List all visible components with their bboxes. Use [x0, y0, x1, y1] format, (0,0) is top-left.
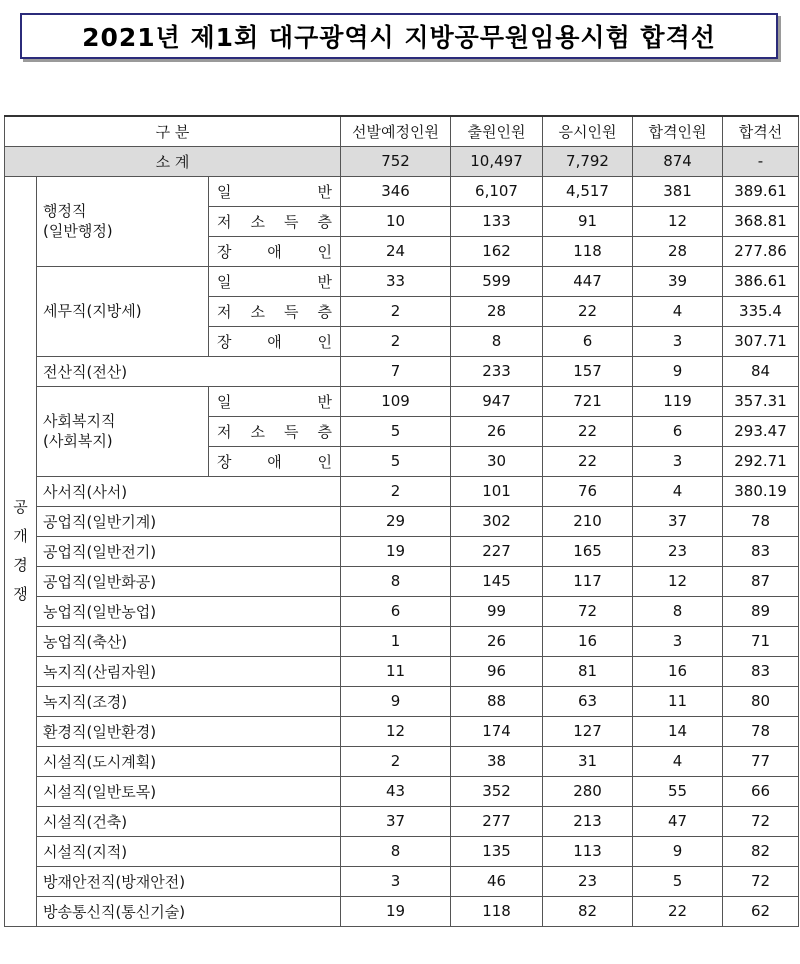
cell-examinees: 23 — [543, 866, 633, 896]
job-name-cell: 시설직(지적) — [37, 836, 341, 866]
cell-applicants: 28 — [451, 296, 543, 326]
sub-label-low_income — [209, 416, 341, 446]
cell-applicants: 947 — [451, 386, 543, 416]
table-row — [5, 716, 799, 746]
cell-planned: 8 — [341, 566, 451, 596]
group-label-char: 쟁 — [13, 585, 28, 603]
cell-planned: 6 — [341, 596, 451, 626]
cell-cutoff: 82 — [723, 836, 799, 866]
cell-applicants: 30 — [451, 446, 543, 476]
table-row — [5, 596, 799, 626]
cell-applicants: 99 — [451, 596, 543, 626]
cell-applicants: 26 — [451, 626, 543, 656]
sub-label-disabled — [209, 236, 341, 266]
cell-planned: 24 — [341, 236, 451, 266]
cell-passed: 11 — [633, 686, 723, 716]
sub-label-char: 일 — [217, 182, 232, 201]
cell-examinees: 721 — [543, 386, 633, 416]
cell-planned: 2 — [341, 476, 451, 506]
header-cutoff: 합격선 — [723, 116, 799, 146]
cell-cutoff: 77 — [723, 746, 799, 776]
table-row — [5, 566, 799, 596]
job-name-cell: 공업직(일반전기) — [37, 536, 341, 566]
cell-cutoff: 307.71 — [723, 326, 799, 356]
cell-examinees: 118 — [543, 236, 633, 266]
table-row — [5, 536, 799, 566]
table-row — [5, 386, 799, 416]
sub-label-char: 일 — [217, 272, 232, 291]
cell-planned: 37 — [341, 806, 451, 836]
header-examinees: 응시인원 — [543, 116, 633, 146]
cell-examinees: 280 — [543, 776, 633, 806]
cell-passed: 23 — [633, 536, 723, 566]
cell-cutoff: 62 — [723, 896, 799, 926]
sub-label-char: 애 — [267, 452, 282, 471]
cell-planned: 19 — [341, 896, 451, 926]
cell-examinees: 22 — [543, 416, 633, 446]
cell-planned: 11 — [341, 656, 451, 686]
cell-examinees: 447 — [543, 266, 633, 296]
cell-applicants: 174 — [451, 716, 543, 746]
cell-passed: 55 — [633, 776, 723, 806]
table-row — [5, 836, 799, 866]
cell-planned: 29 — [341, 506, 451, 536]
sub-label-char: 득 — [284, 212, 299, 231]
sub-label-general — [209, 176, 341, 206]
subtotal-applicants: 10,497 — [451, 146, 543, 176]
job-name-cell: 전산직(전산) — [37, 356, 341, 386]
cell-planned: 43 — [341, 776, 451, 806]
cell-applicants: 26 — [451, 416, 543, 446]
job-name-cell: 시설직(도시계획) — [37, 746, 341, 776]
cell-examinees: 165 — [543, 536, 633, 566]
cell-cutoff: 89 — [723, 596, 799, 626]
table-row — [5, 896, 799, 926]
cell-passed: 381 — [633, 176, 723, 206]
cell-cutoff: 386.61 — [723, 266, 799, 296]
subtotal-cutoff: - — [723, 146, 799, 176]
sub-label-text — [209, 211, 340, 232]
cell-examinees: 91 — [543, 206, 633, 236]
job-name-cell: 방재안전직(방재안전) — [37, 866, 341, 896]
job-name-cell: 농업직(축산) — [37, 626, 341, 656]
table-row — [5, 686, 799, 716]
cell-examinees: 72 — [543, 596, 633, 626]
cell-examinees: 63 — [543, 686, 633, 716]
table-row — [5, 506, 799, 536]
cell-examinees: 213 — [543, 806, 633, 836]
cell-passed: 8 — [633, 596, 723, 626]
cell-passed: 12 — [633, 206, 723, 236]
cell-passed: 5 — [633, 866, 723, 896]
sub-label-char: 저 — [217, 422, 232, 441]
cell-applicants: 277 — [451, 806, 543, 836]
cell-cutoff: 72 — [723, 806, 799, 836]
cell-passed: 12 — [633, 566, 723, 596]
job-name-cell: 시설직(일반토목) — [37, 776, 341, 806]
cell-cutoff: 368.81 — [723, 206, 799, 236]
cell-applicants: 46 — [451, 866, 543, 896]
job-name-cell — [37, 176, 209, 266]
cell-passed: 16 — [633, 656, 723, 686]
cell-passed: 3 — [633, 326, 723, 356]
sub-label-char: 장 — [217, 242, 232, 261]
cell-applicants: 233 — [451, 356, 543, 386]
sub-label-char: 인 — [317, 332, 332, 351]
cell-planned: 346 — [341, 176, 451, 206]
sub-label-char: 득 — [284, 422, 299, 441]
cell-applicants: 227 — [451, 536, 543, 566]
cell-cutoff: 87 — [723, 566, 799, 596]
cell-cutoff: 293.47 — [723, 416, 799, 446]
header-row — [5, 116, 799, 146]
table-row — [5, 746, 799, 776]
sub-label-char: 인 — [317, 242, 332, 261]
cell-passed: 39 — [633, 266, 723, 296]
cell-passed: 4 — [633, 296, 723, 326]
job-name-line1: 사회복지직 — [43, 412, 116, 430]
group-label-char: 공 — [13, 498, 28, 516]
cell-examinees: 76 — [543, 476, 633, 506]
sub-label-char: 소 — [250, 302, 265, 321]
sub-label-char: 저 — [217, 212, 232, 231]
table-row — [5, 866, 799, 896]
page-title-box — [20, 13, 778, 59]
cell-examinees: 6 — [543, 326, 633, 356]
cell-applicants: 145 — [451, 566, 543, 596]
cell-cutoff: 66 — [723, 776, 799, 806]
cell-passed: 119 — [633, 386, 723, 416]
cell-planned: 5 — [341, 446, 451, 476]
cell-passed: 9 — [633, 836, 723, 866]
cell-planned: 2 — [341, 326, 451, 356]
cell-cutoff: 78 — [723, 716, 799, 746]
job-name-cell: 방송통신직(통신기술) — [37, 896, 341, 926]
cell-applicants: 599 — [451, 266, 543, 296]
cell-examinees: 82 — [543, 896, 633, 926]
table-row — [5, 626, 799, 656]
cell-applicants: 162 — [451, 236, 543, 266]
header-applicants: 출원인원 — [451, 116, 543, 146]
sub-label-text — [209, 391, 340, 412]
sub-label-text — [209, 241, 340, 262]
cell-examinees: 81 — [543, 656, 633, 686]
cell-planned: 19 — [341, 536, 451, 566]
job-name-cell — [37, 386, 209, 476]
cell-examinees: 16 — [543, 626, 633, 656]
cell-examinees: 210 — [543, 506, 633, 536]
cell-examinees: 22 — [543, 446, 633, 476]
table-row — [5, 776, 799, 806]
sub-label-general — [209, 386, 341, 416]
subtotal-examinees: 7,792 — [543, 146, 633, 176]
cell-cutoff: 83 — [723, 536, 799, 566]
cell-examinees: 4,517 — [543, 176, 633, 206]
cell-applicants: 135 — [451, 836, 543, 866]
header-passed: 합격인원 — [633, 116, 723, 146]
sub-label-char: 장 — [217, 332, 232, 351]
cell-applicants: 6,107 — [451, 176, 543, 206]
table-row — [5, 806, 799, 836]
table-row — [5, 356, 799, 386]
sub-label-disabled — [209, 326, 341, 356]
cell-cutoff: 292.71 — [723, 446, 799, 476]
subtotal-label: 소 계 — [5, 146, 341, 176]
cell-applicants: 8 — [451, 326, 543, 356]
cell-cutoff: 380.19 — [723, 476, 799, 506]
sub-label-char: 반 — [317, 182, 333, 201]
cell-applicants: 133 — [451, 206, 543, 236]
cell-applicants: 101 — [451, 476, 543, 506]
sub-label-char: 층 — [317, 422, 332, 441]
job-name-cell: 공업직(일반화공) — [37, 566, 341, 596]
sub-label-general — [209, 266, 341, 296]
sub-label-char: 소 — [250, 212, 265, 231]
cell-examinees: 22 — [543, 296, 633, 326]
job-name-line1: 행정직 — [43, 202, 87, 220]
cell-cutoff: 78 — [723, 506, 799, 536]
cell-planned: 3 — [341, 866, 451, 896]
cell-passed: 47 — [633, 806, 723, 836]
cell-cutoff: 389.61 — [723, 176, 799, 206]
job-name-cell: 녹지직(산림자원) — [37, 656, 341, 686]
cell-passed: 6 — [633, 416, 723, 446]
cell-planned: 9 — [341, 686, 451, 716]
cell-applicants: 352 — [451, 776, 543, 806]
cell-passed: 3 — [633, 446, 723, 476]
cell-examinees: 157 — [543, 356, 633, 386]
sub-label-char: 애 — [267, 242, 282, 261]
sub-label-text — [209, 181, 340, 202]
table-row — [5, 266, 799, 296]
cell-applicants: 96 — [451, 656, 543, 686]
sub-label-char: 반 — [317, 392, 333, 411]
cell-passed: 28 — [633, 236, 723, 266]
cell-applicants: 302 — [451, 506, 543, 536]
header-category: 구 분 — [5, 116, 341, 146]
cell-planned: 12 — [341, 716, 451, 746]
group-label-char: 개 — [13, 527, 28, 545]
cell-cutoff: 80 — [723, 686, 799, 716]
cell-passed: 9 — [633, 356, 723, 386]
cell-cutoff: 72 — [723, 866, 799, 896]
cell-cutoff: 84 — [723, 356, 799, 386]
sub-label-char: 소 — [250, 422, 265, 441]
table-row — [5, 176, 799, 206]
sub-label-char: 득 — [284, 302, 299, 321]
cell-cutoff: 277.86 — [723, 236, 799, 266]
group-label-char: 경 — [13, 556, 28, 574]
sub-label-text — [209, 451, 340, 472]
sub-label-char: 저 — [217, 302, 232, 321]
sub-label-text — [209, 271, 340, 292]
cell-planned: 33 — [341, 266, 451, 296]
cell-passed: 14 — [633, 716, 723, 746]
cell-passed: 4 — [633, 746, 723, 776]
sub-label-char: 인 — [317, 452, 332, 471]
cell-passed: 3 — [633, 626, 723, 656]
cell-applicants: 118 — [451, 896, 543, 926]
subtotal-passed: 874 — [633, 146, 723, 176]
sub-label-disabled — [209, 446, 341, 476]
cell-examinees: 127 — [543, 716, 633, 746]
job-name-line2: (일반행정) — [43, 222, 113, 240]
cell-cutoff: 83 — [723, 656, 799, 686]
cell-cutoff: 71 — [723, 626, 799, 656]
job-name-cell — [37, 266, 209, 356]
job-name-cell: 사서직(사서) — [37, 476, 341, 506]
cell-planned: 5 — [341, 416, 451, 446]
cell-cutoff: 335.4 — [723, 296, 799, 326]
cell-examinees: 113 — [543, 836, 633, 866]
open-competition-label — [5, 176, 37, 926]
job-name-line2: (사회복지) — [43, 432, 113, 450]
sub-label-text — [209, 301, 340, 322]
job-name-cell: 시설직(건축) — [37, 806, 341, 836]
cell-planned: 7 — [341, 356, 451, 386]
sub-label-char: 일 — [217, 392, 232, 411]
sub-label-char: 층 — [317, 302, 332, 321]
sub-label-low_income — [209, 296, 341, 326]
sub-label-char: 층 — [317, 212, 332, 231]
sub-label-char: 장 — [217, 452, 232, 471]
sub-label-low_income — [209, 206, 341, 236]
header-planned: 선발예정인원 — [341, 116, 451, 146]
cell-passed: 4 — [633, 476, 723, 506]
job-name-cell: 농업직(일반농업) — [37, 596, 341, 626]
cell-planned: 109 — [341, 386, 451, 416]
cell-applicants: 38 — [451, 746, 543, 776]
job-name-cell: 공업직(일반기계) — [37, 506, 341, 536]
sub-label-text — [209, 421, 340, 442]
job-name-cell: 녹지직(조경) — [37, 686, 341, 716]
subtotal-row — [5, 146, 799, 176]
cell-planned: 2 — [341, 746, 451, 776]
job-name-line1: 세무직(지방세) — [43, 302, 142, 320]
cell-planned: 2 — [341, 296, 451, 326]
cutoff-table — [4, 115, 799, 927]
table-row — [5, 656, 799, 686]
sub-label-char: 반 — [317, 272, 333, 291]
cell-passed: 37 — [633, 506, 723, 536]
sub-label-char: 애 — [267, 332, 282, 351]
subtotal-planned: 752 — [341, 146, 451, 176]
cell-planned: 1 — [341, 626, 451, 656]
job-name-cell: 환경직(일반환경) — [37, 716, 341, 746]
cell-cutoff: 357.31 — [723, 386, 799, 416]
cell-applicants: 88 — [451, 686, 543, 716]
cell-planned: 8 — [341, 836, 451, 866]
table-row — [5, 476, 799, 506]
cell-passed: 22 — [633, 896, 723, 926]
cell-examinees: 117 — [543, 566, 633, 596]
sub-label-text — [209, 331, 340, 352]
cell-planned: 10 — [341, 206, 451, 236]
cell-examinees: 31 — [543, 746, 633, 776]
page-title: 2021년 제1회 대구광역시 지방공무원임용시험 합격선 — [82, 23, 716, 52]
